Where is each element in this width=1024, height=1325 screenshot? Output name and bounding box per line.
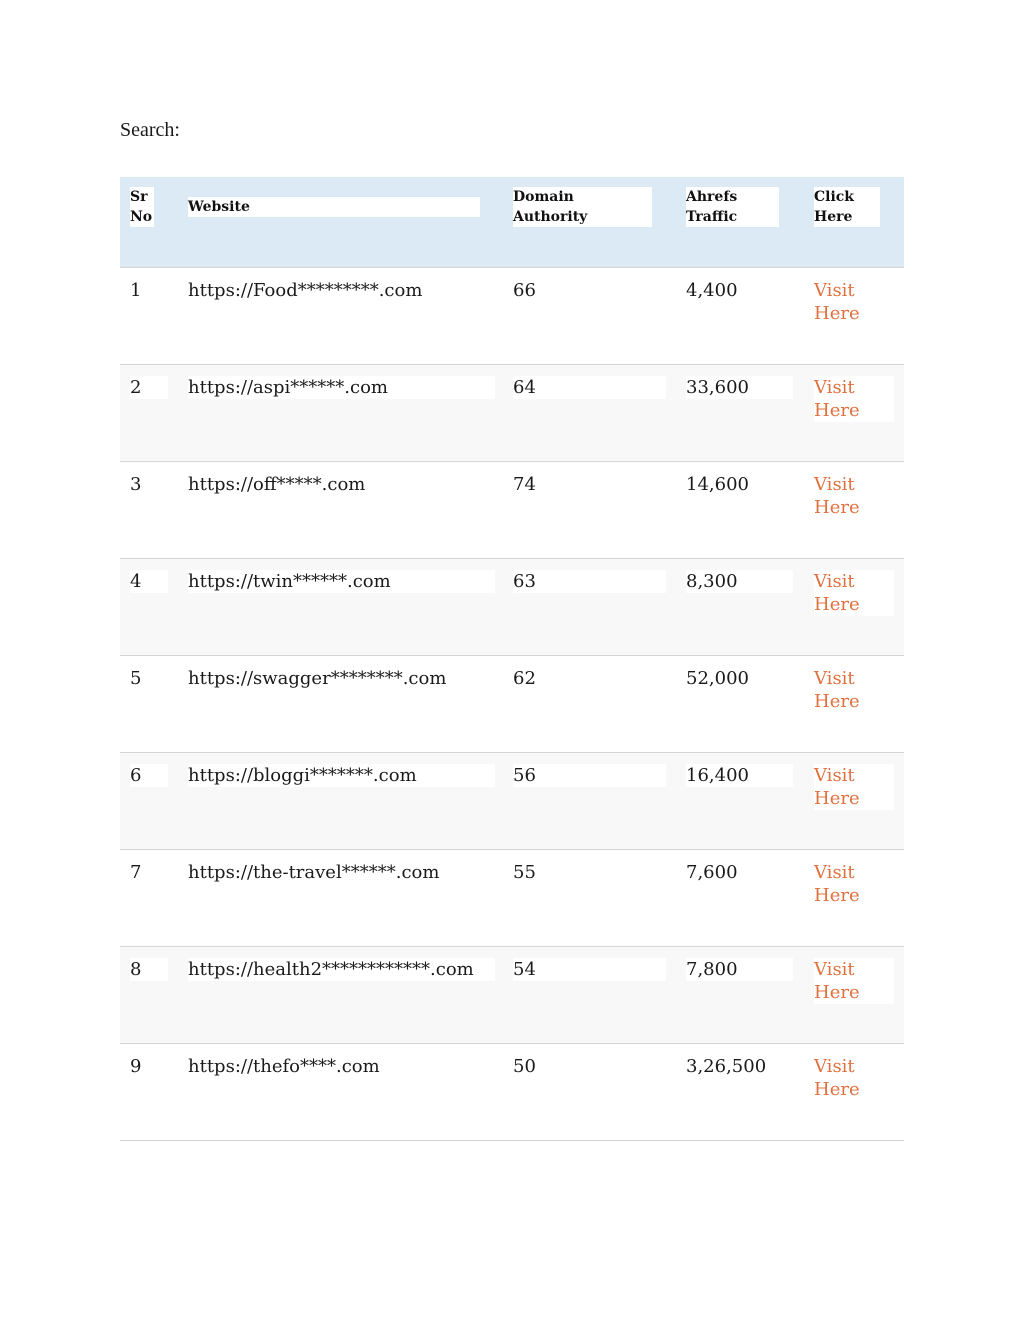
visit-link-line1[interactable]: Visit: [814, 765, 855, 786]
header-da-line2: Authority: [513, 207, 652, 227]
visit-link-line1[interactable]: Visit: [814, 862, 855, 883]
visit-here-link[interactable]: [814, 570, 894, 616]
table-row: [120, 753, 904, 850]
row-visit-cell: [814, 667, 894, 713]
row-website: https://health2************.com: [188, 958, 495, 981]
visit-link-line1[interactable]: Visit: [814, 377, 855, 398]
row-visit-cell: [814, 376, 894, 422]
table-row: [120, 850, 904, 947]
visit-link-line1[interactable]: Visit: [814, 668, 855, 689]
row-sr-no: 6: [130, 764, 168, 787]
visit-here-link[interactable]: [814, 667, 894, 713]
header-website: [188, 197, 480, 217]
row-sr-no: 8: [130, 958, 168, 981]
row-ahrefs-traffic: 8,300: [686, 570, 793, 593]
header-ahrefs-traffic: [686, 187, 779, 227]
row-ahrefs-traffic: 7,600: [686, 862, 738, 883]
visit-link-line1[interactable]: Visit: [814, 959, 855, 980]
table-row: [120, 947, 904, 1044]
visit-link-line1[interactable]: Visit: [814, 474, 855, 495]
row-website: https://Food*********.com: [188, 280, 423, 301]
row-ahrefs-traffic: 4,400: [686, 280, 738, 301]
visit-here-link[interactable]: [814, 1055, 894, 1101]
row-domain-authority: 62: [513, 668, 536, 689]
row-visit-cell: [814, 958, 894, 1004]
visit-link-line1[interactable]: Visit: [814, 1056, 855, 1077]
row-website: https://aspi******.com: [188, 376, 495, 399]
visit-link-line2[interactable]: Here: [814, 594, 860, 615]
row-ahrefs-traffic: 3,26,500: [686, 1056, 767, 1077]
row-visit-cell: [814, 764, 894, 810]
row-domain-authority: 50: [513, 1056, 536, 1077]
table-row: [120, 656, 904, 753]
header-traffic-line2: Traffic: [686, 207, 779, 227]
visit-link-line1[interactable]: Visit: [814, 280, 855, 301]
row-website: https://bloggi*******.com: [188, 764, 495, 787]
row-domain-authority: 66: [513, 280, 536, 301]
row-visit-cell: [814, 473, 894, 519]
row-website: https://thefo****.com: [188, 1056, 380, 1077]
row-sr-no: 1: [130, 280, 142, 301]
row-sr-no: 5: [130, 668, 142, 689]
header-click-line2: Here: [814, 207, 880, 227]
row-ahrefs-traffic: 14,600: [686, 474, 749, 495]
header-sr-line2: No: [130, 209, 153, 225]
visit-here-link[interactable]: [814, 861, 894, 907]
row-sr-no: 2: [130, 376, 168, 399]
row-visit-cell: [814, 570, 894, 616]
table-row: [120, 1044, 904, 1141]
table-body: [120, 268, 904, 1141]
header-domain-authority: [513, 187, 652, 227]
search-label: Search:: [120, 119, 180, 141]
row-website: https://off*****.com: [188, 474, 366, 495]
header-click-here: [814, 187, 880, 227]
visit-here-link[interactable]: [814, 376, 894, 422]
row-website: https://swagger********.com: [188, 668, 447, 689]
header-website-label: Website: [188, 197, 480, 217]
row-domain-authority: 63: [513, 570, 666, 593]
row-website: https://the-travel******.com: [188, 862, 440, 883]
header-click-line1: Click: [814, 187, 880, 207]
visit-link-line2[interactable]: Here: [814, 788, 860, 809]
row-domain-authority: 56: [513, 764, 666, 787]
row-visit-cell: [814, 279, 894, 325]
row-sr-no: 3: [130, 474, 142, 495]
row-domain-authority: 64: [513, 376, 666, 399]
visit-here-link[interactable]: [814, 958, 894, 1004]
table-row: [120, 559, 904, 656]
row-sr-no: 7: [130, 862, 142, 883]
visit-here-link[interactable]: [814, 473, 894, 519]
visit-link-line2[interactable]: Here: [814, 691, 860, 712]
row-ahrefs-traffic: 33,600: [686, 376, 793, 399]
row-sr-no: 9: [130, 1056, 142, 1077]
row-website: https://twin******.com: [188, 570, 495, 593]
visit-link-line2[interactable]: Here: [814, 982, 860, 1003]
visit-link-line2[interactable]: Here: [814, 303, 860, 324]
sites-table: [120, 177, 904, 1141]
row-ahrefs-traffic: 16,400: [686, 764, 793, 787]
header-traffic-line1: Ahrefs: [686, 187, 779, 207]
visit-here-link[interactable]: [814, 279, 894, 325]
header-da-line1: Domain: [513, 187, 652, 207]
row-domain-authority: 74: [513, 474, 536, 495]
visit-here-link[interactable]: [814, 764, 894, 810]
header-sr-no: [130, 187, 154, 227]
row-ahrefs-traffic: 52,000: [686, 668, 749, 689]
table-row: [120, 365, 904, 462]
row-visit-cell: [814, 861, 894, 907]
row-domain-authority: 55: [513, 862, 536, 883]
table-row: [120, 268, 904, 365]
visit-link-line1[interactable]: Visit: [814, 571, 855, 592]
row-domain-authority: 54: [513, 958, 666, 981]
visit-link-line2[interactable]: Here: [814, 1079, 860, 1100]
header-sr-line1: Sr: [130, 187, 154, 207]
row-sr-no: 4: [130, 570, 168, 593]
row-ahrefs-traffic: 7,800: [686, 958, 793, 981]
table-header: [120, 177, 904, 268]
visit-link-line2[interactable]: Here: [814, 400, 860, 421]
visit-link-line2[interactable]: Here: [814, 885, 860, 906]
row-visit-cell: [814, 1055, 894, 1101]
table-row: [120, 462, 904, 559]
visit-link-line2[interactable]: Here: [814, 497, 860, 518]
